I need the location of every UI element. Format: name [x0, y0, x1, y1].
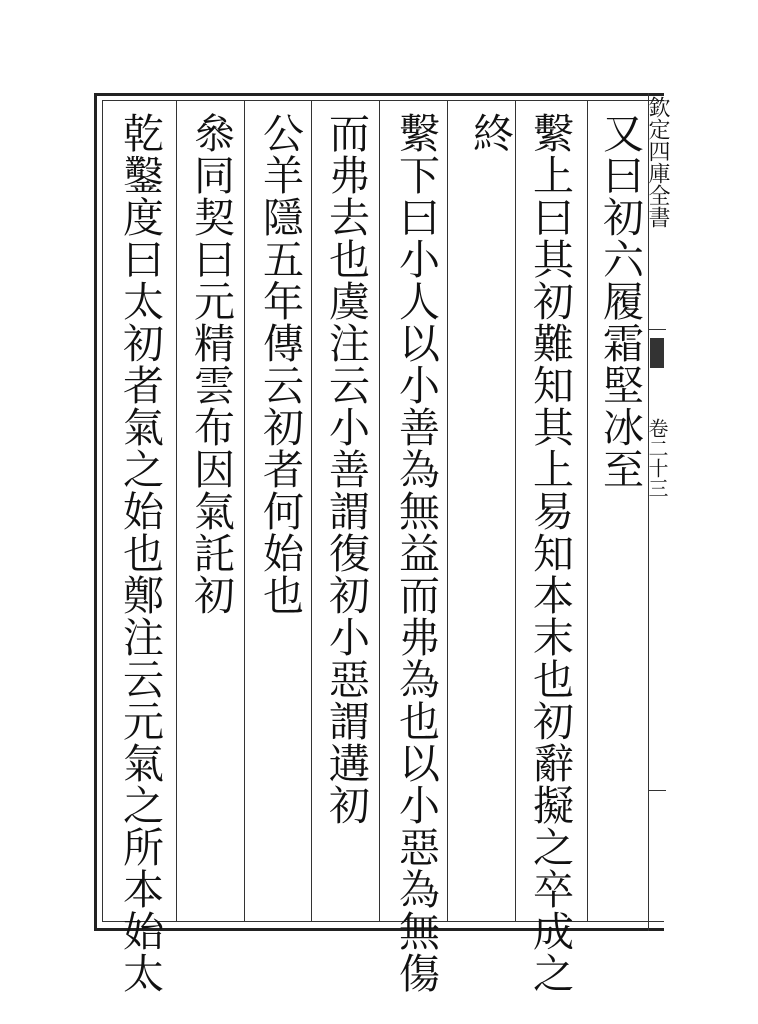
text-column-6: 公羊隱五年傳云初者何始也	[256, 112, 304, 616]
text-column-7: 叅同契曰元精雲布因氣託初	[187, 112, 235, 616]
column-rule	[311, 101, 312, 921]
text-column-8: 乾鑿度曰太初者氣之始也鄭注云元氣之所本始太	[116, 112, 164, 994]
text-column-5: 而弗去也虞注云小善謂復初小惡謂遘初	[322, 112, 370, 826]
text-column-1: 又曰初六履霜堅冰至	[596, 112, 644, 490]
fold-juan-number: 卷二十三	[645, 418, 669, 498]
text-column-3: 終	[466, 112, 514, 154]
column-rule	[587, 101, 588, 921]
column-rule	[515, 101, 516, 921]
column-rule	[447, 101, 448, 921]
column-rule	[244, 101, 245, 921]
text-column-4: 繫下曰小人以小善為無益而弗為也以小惡為無傷	[392, 112, 440, 994]
column-rule	[379, 101, 380, 921]
fold-rule-bottom	[648, 790, 666, 791]
column-rule	[176, 101, 177, 921]
text-column-2: 繫上曰其初難知其上易知本末也初辭擬之卒成之	[526, 112, 574, 994]
fold-fishtail-mark	[650, 338, 664, 368]
fold-book-title: 欽定四庫全書	[645, 96, 670, 228]
